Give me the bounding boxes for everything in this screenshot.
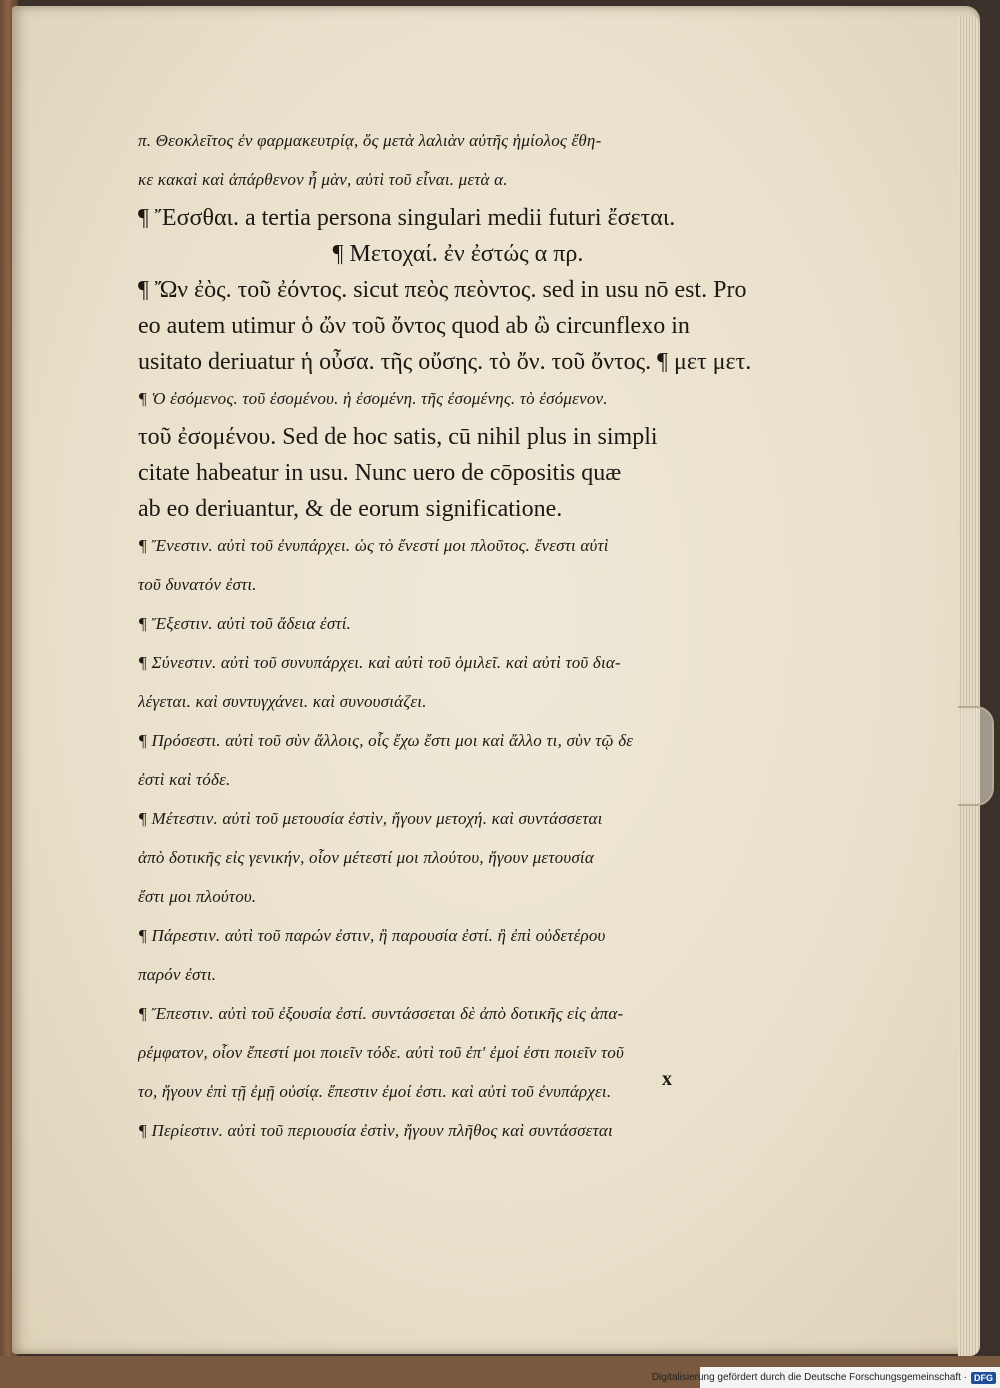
page-signature: x: [662, 1068, 672, 1090]
text-line: ¶ Ὁ ἐσόμενος. τοῦ ἐσομένου. ἡ ἐσομένη. τῆς ἐσομένης. τὸ ἐσόμενον.: [138, 389, 608, 408]
text-line: λέγεται. καὶ συντυγχάνει. καὶ συνουσιάζει.: [138, 692, 427, 711]
text-line: τοῦ ἐσομένου. Sed de hoc satis, cū nihil plus in simpli: [138, 424, 658, 450]
page-clip: [958, 706, 994, 806]
text-line: ἐστὶ καὶ τόδε.: [138, 770, 231, 789]
credit-text: Digitalisierung gefördert durch die Deutsche Forschungsgemeinschaft ·: [651, 1372, 967, 1383]
text-line: το, ἤγουν ἐπὶ τῇ ἐμῇ οὐσίᾳ. ἔπεστιν ἐμοί ἐστι. καὶ αὐτὶ τοῦ ἐνυπάρχει.: [138, 1082, 612, 1101]
text-line: citate habeatur in usu. Nunc uero de cōpositis quæ: [138, 460, 622, 486]
text-line: ¶ Ἔπεστιν. αὐτὶ τοῦ ἐξουσία ἐστί. συντάσσεται δὲ ἀπὸ δοτικῆς εἰς ἀπα-: [138, 1004, 624, 1023]
dfg-logo-icon: DFG: [971, 1372, 996, 1384]
text-line: ab eo deriuantur, & de eorum significatione.: [138, 496, 563, 522]
text-line: π. Θεοκλεῖτος ἐν φαρμακευτρίᾳ, ὅς μετὰ λαλιὰν αὐτῆς ἡμίολος ἔθη-: [138, 131, 602, 150]
text-line: ρέμφατον, οἷον ἔπεστί μοι ποιεῖν τόδε. αὐτὶ τοῦ ἐπ' ἐμοί ἐστι ποιεῖν τοῦ: [138, 1043, 624, 1062]
text-line: ¶ Περίεστιν. αὐτὶ τοῦ περιουσία ἐστὶν, ἤγουν πλῆθος καὶ συντάσσεται: [138, 1121, 613, 1140]
credit-bar: [651, 1367, 1000, 1388]
text-line: ¶ Πάρεστιν. αὐτὶ τοῦ παρών ἐστιν, ἢ παρουσία ἐστί. ἢ ἐπὶ οὐδετέρου: [138, 926, 606, 945]
text-line: ¶ Ὤν ἐὸς. τοῦ ἐόντος. sicut πεὸς πεὸντος. sed in usu nō est. Pro: [138, 277, 747, 303]
text-line: τοῦ δυνατόν ἐστι.: [138, 575, 257, 594]
text-block: [138, 126, 778, 1155]
text-line: ¶ Ἔξεστιν. αὐτὶ τοῦ ἄδεια ἐστί.: [138, 614, 352, 633]
text-line: ¶ Πρόσεστι. αὐτὶ τοῦ σὺν ἄλλοις, οἷς ἔχω ἔστι μοι καὶ ἄλλο τι, σὺν τῷ δε: [138, 731, 634, 750]
text-line: ¶ Μετοχαί. ἐν ἐστώς α πρ.: [332, 241, 584, 267]
text-line: ¶ Ἔνεστιν. αὐτὶ τοῦ ἐνυπάρχει. ὡς τὸ ἔνεστί μοι πλοῦτος. ἔνεστι αὐτὶ: [138, 536, 609, 555]
text-line: usitato deriuatur ἡ οὖσα. τῆς οὔσης. τὸ ὄν. τοῦ ὄντος. ¶ μετ μετ.: [138, 349, 752, 375]
text-line: ἀπὸ δοτικῆς εἰς γενικήν, οἷον μέτεστί μοι πλούτου, ἤγουν μετουσία: [138, 848, 594, 867]
text-line: eo autem utimur ὁ ὤν τοῦ ὄντος quod ab ὢ circunflexo in: [138, 313, 690, 339]
text-line: ἔστι μοι πλούτου.: [138, 887, 257, 906]
page-edges: [958, 16, 980, 1356]
text-line: κε κακαὶ καὶ ἀπάρθενον ἦ μὰν, αὐτὶ τοῦ εἶναι. μετὰ α.: [138, 170, 508, 189]
text-line: παρόν ἐστι.: [138, 965, 217, 984]
text-line: ¶ Σύνεστιν. αὐτὶ τοῦ συνυπάρχει. καὶ αὐτὶ τοῦ ὁμιλεῖ. καὶ αὐτὶ τοῦ δια-: [138, 653, 621, 672]
text-line: ¶ Ἔσσθαι. a tertia persona singulari medii futuri ἔσεται.: [138, 205, 676, 231]
text-line: ¶ Μέτεστιν. αὐτὶ τοῦ μετουσία ἐστὶν, ἤγουν μετοχή. καὶ συντάσσεται: [138, 809, 603, 828]
